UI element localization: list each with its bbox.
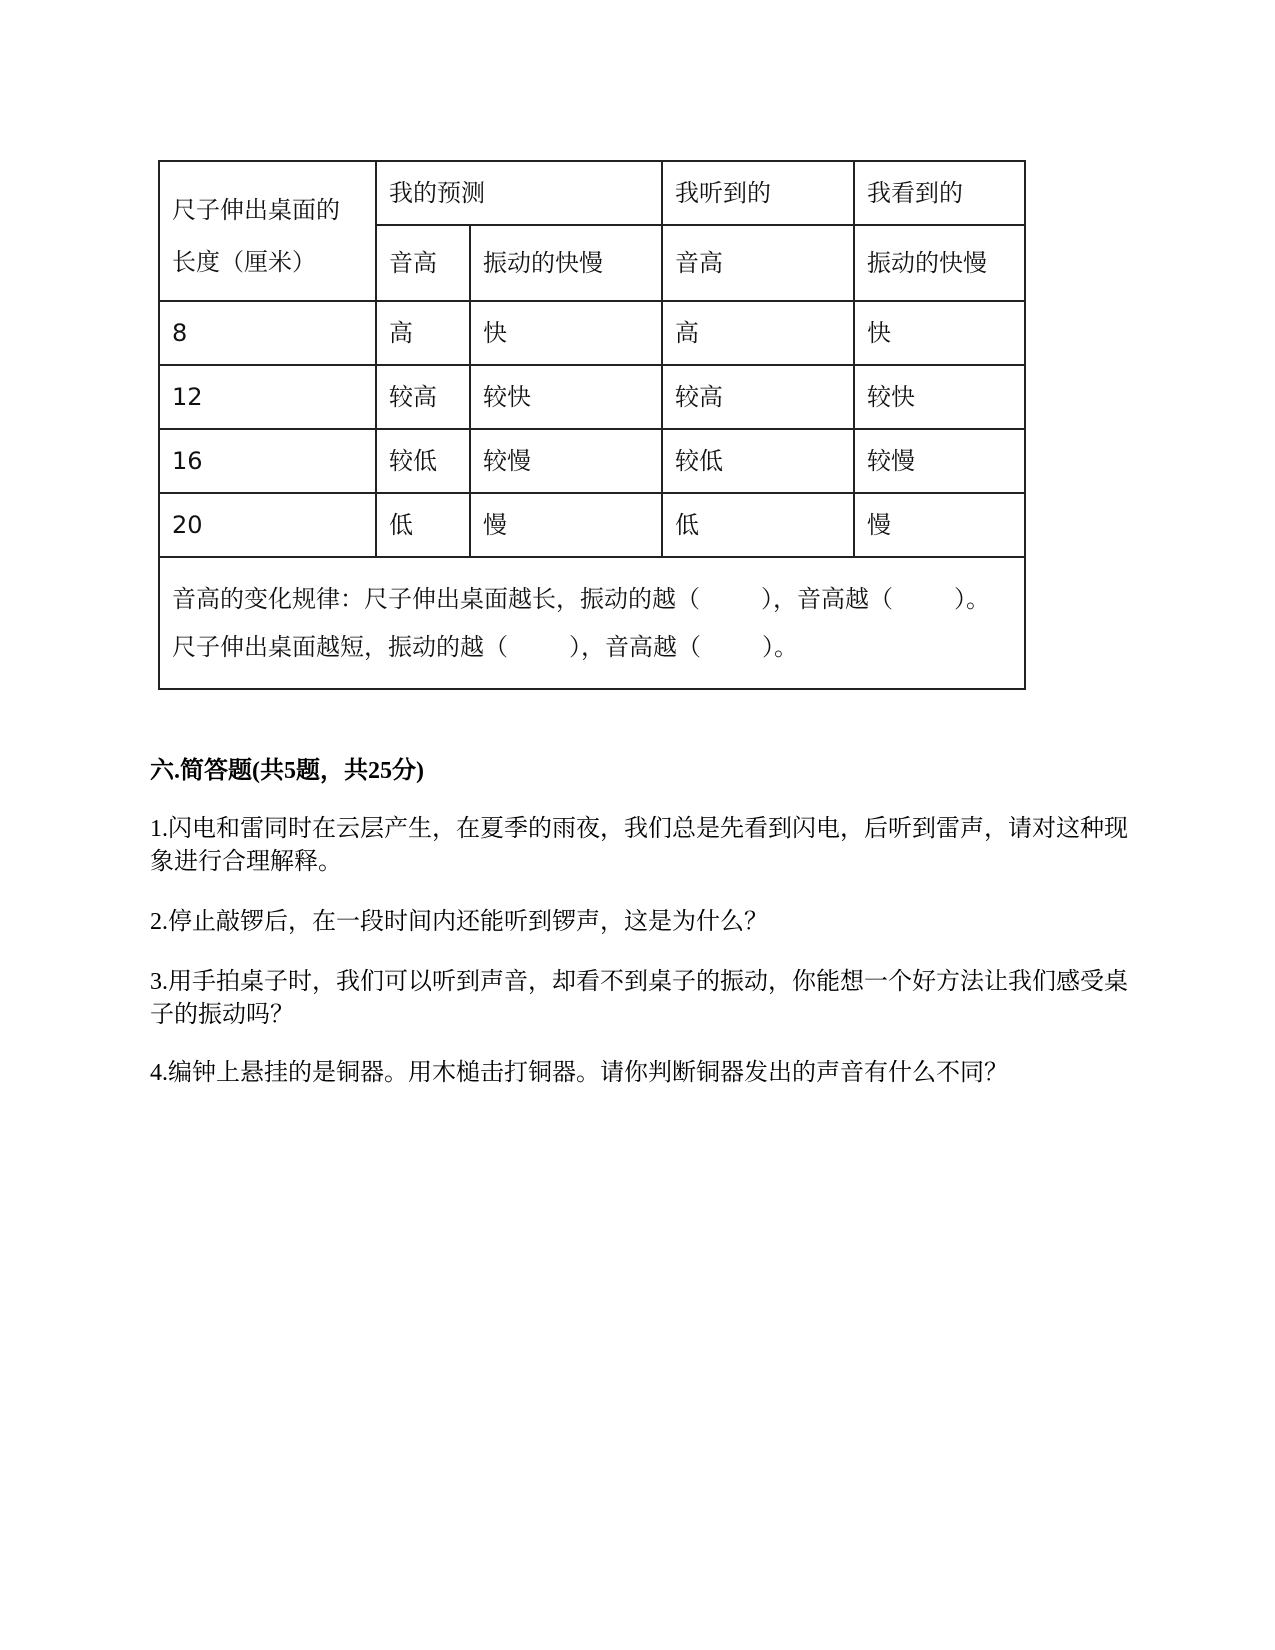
table-cell: 8 xyxy=(159,301,376,365)
table-header-row xyxy=(159,161,1025,225)
table-cell: 较高 xyxy=(662,365,854,429)
prediction-header: 我的预测 xyxy=(376,161,662,225)
table-cell: 较低 xyxy=(376,429,470,493)
question-item: 1.闪电和雷同时在云层产生，在夏季的雨夜，我们总是先看到闪电，后听到雷声，请对这种现象进行合理解释。 xyxy=(150,816,1128,875)
table-cell: 高 xyxy=(662,301,854,365)
subheader-cell: 音高 xyxy=(662,225,854,301)
length-header-line-2: 长度（厘米） xyxy=(172,248,316,276)
pitch-rule-cell xyxy=(159,557,1025,689)
table-row xyxy=(159,493,1025,557)
pitch-rule-line-1: 音高的变化规律：尺子伸出桌面越长，振动的越（ ），音高越（ ）。 xyxy=(172,585,991,613)
table-cell: 较低 xyxy=(662,429,854,493)
table-cell: 20 xyxy=(159,493,376,557)
table-cell: 慢 xyxy=(854,493,1025,557)
subheader-cell: 音高 xyxy=(376,225,470,301)
question-item: 3.用手拍桌子时，我们可以听到声音，却看不到桌子的振动，你能想一个好方法让我们感受桌子的振动吗？ xyxy=(150,969,1128,1028)
subheader-cell: 振动的快慢 xyxy=(854,225,1025,301)
table-cell: 快 xyxy=(470,301,662,365)
section-title: 六.简答题(共5题，共25分) xyxy=(150,758,424,784)
table-cell: 较慢 xyxy=(470,429,662,493)
table-cell: 16 xyxy=(159,429,376,493)
table-cell: 低 xyxy=(376,493,470,557)
table-row xyxy=(159,429,1025,493)
table-cell: 慢 xyxy=(470,493,662,557)
table-cell: 较慢 xyxy=(854,429,1025,493)
heard-header: 我听到的 xyxy=(662,161,854,225)
table-cell: 快 xyxy=(854,301,1025,365)
table-cell: 较快 xyxy=(470,365,662,429)
table-cell: 低 xyxy=(662,493,854,557)
table-row xyxy=(159,365,1025,429)
table-row xyxy=(159,301,1025,365)
length-header-line-1: 尺子伸出桌面的 xyxy=(172,196,340,224)
pitch-rule-line-2: 尺子伸出桌面越短，振动的越（ ），音高越（ ）。 xyxy=(172,633,799,661)
question-item: 4.编钟上悬挂的是铜器。用木槌击打铜器。请你判断铜器发出的声音有什么不同？ xyxy=(150,1060,1008,1086)
table-cell: 12 xyxy=(159,365,376,429)
question-item: 2.停止敲锣后，在一段时间内还能听到锣声，这是为什么？ xyxy=(150,909,768,935)
experiment-table xyxy=(158,160,1026,690)
subheader-cell: 振动的快慢 xyxy=(470,225,662,301)
table-cell: 较快 xyxy=(854,365,1025,429)
length-header-cell xyxy=(159,161,376,301)
table-cell: 较高 xyxy=(376,365,470,429)
table-cell: 高 xyxy=(376,301,470,365)
rule-row xyxy=(159,557,1025,689)
seen-header: 我看到的 xyxy=(854,161,1025,225)
